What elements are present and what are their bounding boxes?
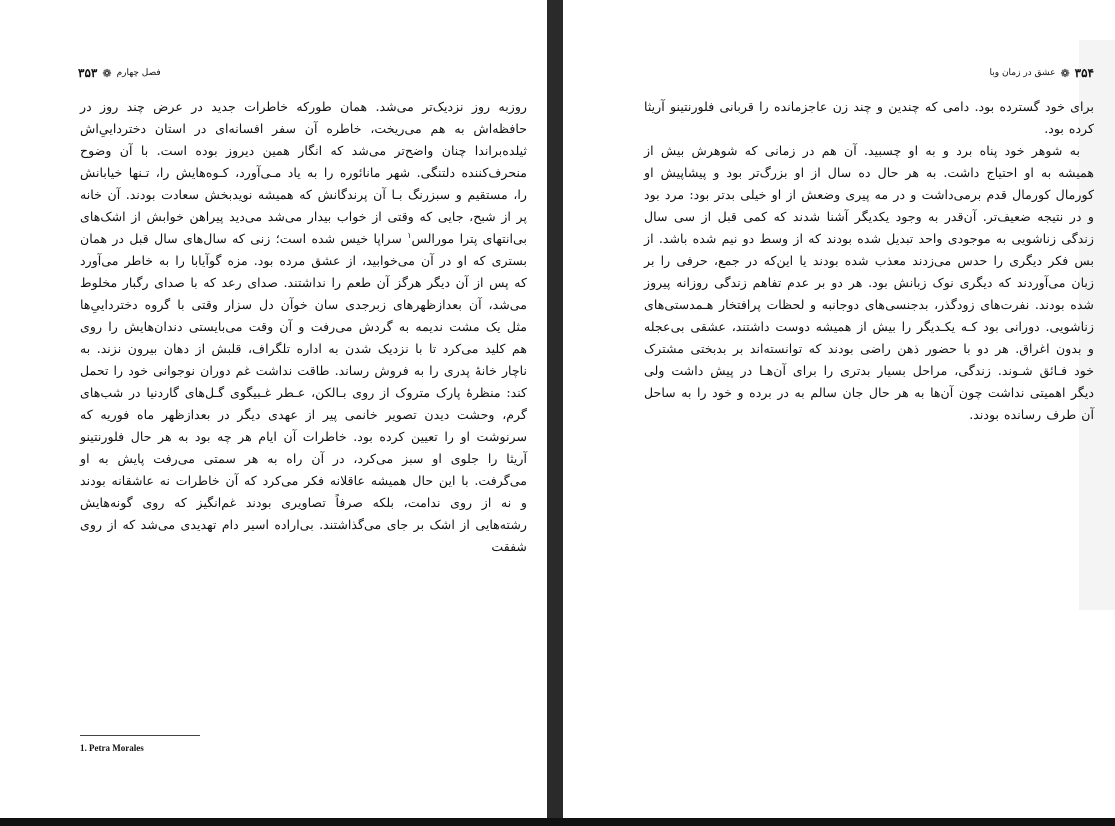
left-page <box>0 0 547 818</box>
left-page-header <box>78 66 528 80</box>
book-gutter <box>547 0 563 826</box>
right-page <box>563 0 1115 818</box>
paragraph: برای خود گسترده بود. دامی که چندین و چند زن عاجزمانده را قربانی فلورنتینو آریثا کرده بود. <box>644 99 1094 136</box>
footnote: 1. Petra Morales <box>80 743 144 753</box>
ornament-icon: ❁ <box>1060 66 1070 80</box>
footnote-divider <box>80 735 200 736</box>
running-title: عشق در زمان وبا <box>989 68 1056 78</box>
chapter-label: فصل چهارم <box>116 68 161 78</box>
paragraph: به شوهر خود پناه برد و به او چسبید. آن هم در زمانی که شوهرش بیش از همیشه به او احتیاج داشت. به هر حال ده سال از او بزرگ‌تر بود و پیشاپیش او کورمال کورمال قدم برمی‌داشت و در مه پیری وضعش از او خیلی بدتر بود: مرد بود و در نتیجه ضعیف‌تر. آن‌قدر به وجود یکدیگر آشنا شدند که کمی قبل از سی سال زندگی زناشویی به موجودی واحد تبدیل شده بودند که از وسط دو نیم شده باشد. از بس فکر دیگری را حدس می‌زدند معذب شده بودند یا این‌که در جمع، حرفی را بر زبان می‌آوردند که دیگری نوک زبانش بود. هر دو بر عدم تفاهم زندگی روزانه پیروز شده بودند. نفرت‌های زودگذر، بدجنسی‌های دوجانبه و لحظات پرافتخار هـمدستی‌های زناشویی. دورانی بود کـه یکـدیگر را بیش از همیشه دوست داشتند، عشقی بی‌عجله و بدون اغراق. هر دو با حضور ذهن راضی بودند که توانسته‌اند بر بدبختی مشترک خود فـائق شـوند. زندگی، مراحل بسیار بدتری را برای آن‌هـا در پیش داشت ولی دیگر اهمیتی نداشت چون آن‌ها به هر حال جان سالم به در برده و خود را به ساحل آن طرف رسانده بودند. <box>644 143 1094 422</box>
page-number: ۳۵۳ <box>78 66 98 80</box>
page-number: ۳۵۴ <box>1074 66 1094 80</box>
paragraph <box>80 96 527 558</box>
right-page-body <box>644 96 1094 426</box>
right-page-header <box>641 66 1094 80</box>
paragraph-text: سراپا خیس شده است؛ زنی که سال‌های سال قبل در همان بستری که او در آن می‌خوابید، از عشق مرده بود. مزه گوآیابا را به خاطر می‌آورد که پس از آن دیگر هرگز آن طعم را نداشتند. صدای رعد که با صدای رگبار مخلوط می‌شد، آن بعدازظهرهای زبرجدی سان خوآن دل سزار وقتی با گروه دخترداییِ‌ها مثل یک مشت ندیمه به گردش می‌رفت و آن وقت می‌بایستی دندان‌هایش را روی هم کلید می‌کرد تا با نزدیک شدن به اداره تلگراف، قلبش از دهان بیرون نزند. به ناچار خانهٔ پدری را به فروش رساند. طاقت نداشت غم دوران نوجوانی خود را تحمل کند: منظرهٔ پارک متروک از روی بـالکن، عـطر غـبیگوی گـل‌های گاردنیا در شب‌های گرم، وحشت دیدن تصویر خانمی پیر از عهدی دیگر در بعدازظهر ماه فوریه که سرنوشت او را تعیین کرده بود. خاطرات آن ایام هر چه بود به هر حال فلورنتینو آریثا را جلوی او سبز می‌کرد، در آن راه به هر سمتی می‌رفت پایش به او می‌گرفت. با این حال همیشه عاقلانه فکر می‌کرد که آن خاطرات نه عاشقانه بودند و نه از روی ندامت، بلکه صرفاً تصاویری بودند غم‌انگیز که روی گونه‌هایش رشته‌هایی از اشک بر جای می‌گذاشتند. بی‌اراده اسیر دام تهدیدی می‌شد که از روی شفقت <box>80 231 527 554</box>
paragraph-text: روزبه روز نزدیک‌تر می‌شد. همان طورکه خاطرات جدید در عرض چند روز در حافظه‌اش به هم می‌ریخت، خاطره آن سفر افسانه‌ای در استان دخترداییِ‌اش ثیلده‌براندا چنان واضح‌تر می‌شد که انگار همین دیروز بوده است. با آن وضوح منحرف‌کننده دلتنگی. شهر مانائوره را به یاد مـی‌آورد، کـوه‌هایش را، تـنها خیابانش را، مستقیم و سبزرنگ بـا آن پرندگانش که همیشه نویدبخش سعادت بودند. آن خانه پر از شبح، جایی که وقتی از خواب بیدار می‌شد می‌دید پیراهن خوابش از اشک‌های بی‌انتهای پترا مورالس <box>80 99 527 246</box>
screen-bottom-bar <box>0 818 1115 826</box>
ornament-icon: ❁ <box>102 66 112 80</box>
left-page-body <box>80 96 527 558</box>
footnote-marker: ۱ <box>407 230 412 240</box>
